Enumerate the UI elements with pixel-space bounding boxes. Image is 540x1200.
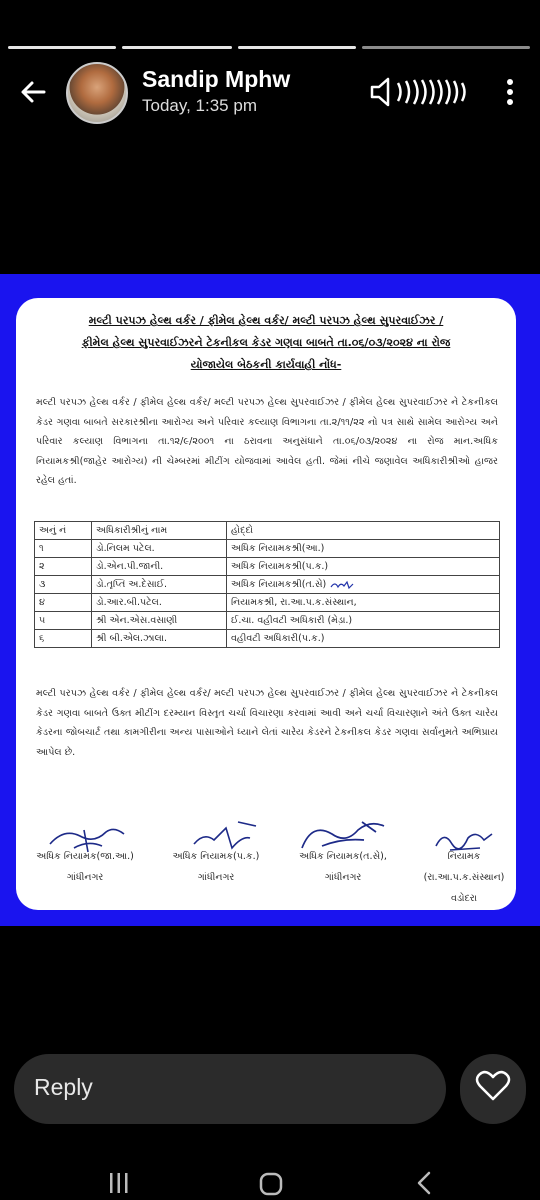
table-cell: વહીવટી અધિકારી(પ.ક.) [227,630,500,648]
signature-location: વડોદરા [450,893,478,904]
signature-title: અધિક નિયામક(ત.સે), [299,851,387,862]
signature-location: ગાંધીનગર [66,872,104,883]
document-title [38,310,494,376]
table-cell: અધિક નિયામકશ્રી(આ.) [227,540,500,558]
table-cell-text: અધિક નિયામકશ્રી(ત.સે) [231,579,327,590]
table-row [35,540,500,558]
signature-location: ગાંધીનગર [197,872,235,883]
table-cell: ૨ [35,558,92,576]
table-cell: નિયામકશ્રી, રા.આ.પ.ક.સંસ્થાન, [227,594,500,612]
like-button[interactable] [460,1054,526,1124]
story-progress-segment [238,46,356,49]
sender-name[interactable]: Sandip Mphw [142,66,291,92]
table-cell: અધિક નિયામકશ્રી(પ.ક.) [227,558,500,576]
signature-title: નિયામક [447,851,481,862]
document-paragraph-2: મલ્ટી પરપઝ હેલ્થ વર્કર / ફીમેલ હેલ્થ વર્કર/ મલ્ટી પરપઝ હેલ્થ સુપરવાઈઝર / ફીમેલ હેલ્થ સુપરવાઈઝર ને ટેકનીકલ કેડર ગણવા બાબતે ઉક્ત મીટીંગ દરમ્યાન વિસ્તૃત ચર્ચા વિચારણા કરવામાં આવી અને ચર્ચા વિચારણાને અંતે ઉક્ત ચારેય કેડરના જોબચાર્ટ તથા કામગીરીના અન્ય પાસાઓને ધ્યાને લેતાં ચારેય કેડરને ટેકનીકલ કેડર ગણવા સર્વાનુમતે અભિપ્રાય આપેલ છે. [36,688,498,758]
signature-scribble [44,822,134,858]
reply-input[interactable] [14,1054,446,1124]
table-cell: ડો.તૃપ્તિ અ.દેસાઈ. [92,576,227,594]
signature-block [288,846,398,888]
story-progress-segment [122,46,232,49]
message-timestamp: Today, 1:35 pm [142,96,257,115]
signature-location: ગાંધીનગર [324,872,362,883]
table-cell: શ્રી એન.એસ.વસાણી [92,612,227,630]
signature-scribble [292,818,392,858]
more-vertical-icon[interactable] [496,74,524,110]
signature-block [30,846,140,888]
title-line: ફીમેલ હેલ્થ સુપરવાઈઝરને ટેકનીકલ કેડર ગણવા બાબતે તા.૦૬/૦૩/૨૦૨૪ ના રોજ [81,336,451,349]
title-line: મલ્ટી પરપઝ હેલ્થ વર્કર / ફીમેલ હેલ્થ વર્કર/ મલ્ટી પરપઝ હેલ્થ સુપરવાઈઝર / [88,314,444,327]
signature-department: (રા.આ.પ.ક.સંસ્થાન) [423,872,505,883]
table-header-cell: અનું નં [35,522,92,540]
signature-scribble [186,818,266,858]
signature-title: અધિક નિયામક(જા.આ.) [36,851,134,862]
document-paragraph-1: મલ્ટી પરપઝ હેલ્થ વર્કર / ફીમેલ હેલ્થ વર્કર/ મલ્ટી પરપઝ હેલ્થ સુપરવાઈઝર / ફીમેલ હેલ્થ સુપરવાઈઝર ને ટેકનીકલ કેડર ગણવા બાબતે સરકારશ્રીના આરોગ્ય અને પરિવાર કલ્યાણ વિભાગના તા.૨/૧૧/૨૨ નો પત્ર સાથે સામેલ આરોગ્ય અને પરિવાર કલ્યાણ વિભાગના તા.૧૨/૯/૨૦૦૧ ના ઠરાવના અનુસંધાને તા.૦૬/૦૩/૨૦૨૪ ના રોજ માન.અધિક નિયામકશ્રી(જાહેર આરોગ્ય) ની ચેમ્બરમાં મીટીંગ યોજવામાં આવેલ હતી. જેમાં નીચે જણાવેલ અધિકારીશ્રીઓ હાજર રહેલ હતાં. [36,397,498,486]
signature-block [166,846,266,888]
story-progress-segment [8,46,116,49]
table-cell: ૪ [35,594,92,612]
table-header-cell: અધિકારીશ્રીનું નામ [92,522,227,540]
signature-scribble [430,826,500,860]
home-icon[interactable] [258,1172,284,1196]
signature-block [414,846,514,909]
table-header-cell: હોદ્દો [227,522,500,540]
table-row [35,630,500,648]
table-cell: ડો.એન.પી.જાની. [92,558,227,576]
story-progress-segment [362,46,530,49]
chat-header [0,58,540,128]
back-arrow-icon[interactable] [14,72,54,112]
signature-title: અધિક નિયામક(પ.ક.) [172,851,260,862]
title-line: યોજાયેલ બેઠકની કાર્યવાહી નોંધ- [190,358,342,371]
table-cell: ઈ.ચા. વહીવટી અધિકારી (મેડ઼ા.) [227,612,500,630]
table-cell: શ્રી બી.એલ.ઝાલા. [92,630,227,648]
table-cell: ૫ [35,612,92,630]
table-cell: ડો.નિલમ પટેલ. [92,540,227,558]
table-row [35,558,500,576]
recents-icon[interactable] [104,1172,134,1194]
table-row [35,612,500,630]
heart-icon [460,1054,526,1124]
table-cell: ૬ [35,630,92,648]
table-cell: ૩ [35,576,92,594]
table-cell: ૧ [35,540,92,558]
table-row [35,594,500,612]
table-row [35,576,500,594]
avatar[interactable] [66,62,128,124]
table-cell [227,576,500,594]
document-page [16,298,516,910]
attendees-table [34,521,500,648]
speaker-icon[interactable] [368,74,472,110]
back-icon[interactable] [412,1170,438,1196]
table-cell: ડો.આર.બી.પટેલ. [92,594,227,612]
table-header-row [35,522,500,540]
initials-scribble [329,580,355,590]
reply-label: Reply [34,1074,93,1100]
